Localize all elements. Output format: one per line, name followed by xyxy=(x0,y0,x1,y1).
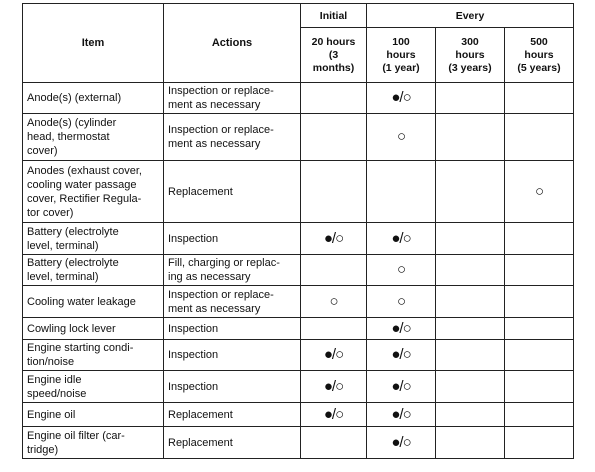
item-cell: Engine idle speed/noise xyxy=(23,371,164,403)
table-row xyxy=(23,161,574,223)
action-cell: Inspection xyxy=(164,340,301,371)
table-row xyxy=(23,223,574,255)
mark-cell: ●/○ xyxy=(367,403,436,427)
item-cell: Cooling water leakage xyxy=(23,286,164,318)
mark-cell xyxy=(436,255,505,286)
mark-cell: ●/○ xyxy=(367,371,436,403)
item-cell: Cowling lock lever xyxy=(23,318,164,340)
mark-cell xyxy=(436,83,505,114)
mark-cell xyxy=(505,286,574,318)
mark-cell xyxy=(505,83,574,114)
item-cell: Anode(s) (cylinder head, thermostat cover) xyxy=(23,114,164,161)
mark-cell xyxy=(505,114,574,161)
mark-cell xyxy=(367,161,436,223)
table-row xyxy=(23,403,574,427)
mark-cell: ●/○ xyxy=(367,223,436,255)
action-cell: Inspection or replace- ment as necessary xyxy=(164,83,301,114)
mark-cell: ●/○ xyxy=(301,371,367,403)
mark-cell xyxy=(301,427,367,459)
header-period-300h: 300 hours (3 years) xyxy=(436,28,505,83)
mark-cell: ●/○ xyxy=(301,340,367,371)
mark-cell: ○ xyxy=(367,255,436,286)
mark-cell xyxy=(505,371,574,403)
header-initial: Initial xyxy=(301,4,367,28)
mark-cell xyxy=(436,161,505,223)
action-cell: Inspection or replace- ment as necessary xyxy=(164,114,301,161)
mark-cell xyxy=(505,255,574,286)
mark-cell xyxy=(436,403,505,427)
maintenance-table xyxy=(22,3,574,459)
action-cell: Replacement xyxy=(164,403,301,427)
mark-cell xyxy=(436,286,505,318)
mark-cell xyxy=(301,114,367,161)
mark-cell: ○ xyxy=(301,286,367,318)
mark-cell xyxy=(301,318,367,340)
table-row xyxy=(23,340,574,371)
mark-cell xyxy=(301,255,367,286)
item-cell: Anodes (exhaust cover, cooling water passage cover, Rectifier Regula- tor cover) xyxy=(23,161,164,223)
mark-cell: ●/○ xyxy=(367,318,436,340)
table-row xyxy=(23,286,574,318)
mark-cell: ○ xyxy=(505,161,574,223)
item-cell: Engine starting condi- tion/noise xyxy=(23,340,164,371)
mark-cell xyxy=(436,318,505,340)
action-cell: Inspection or replace- ment as necessary xyxy=(164,286,301,318)
mark-cell: ○ xyxy=(367,114,436,161)
mark-cell xyxy=(436,114,505,161)
table-row xyxy=(23,427,574,459)
header-every: Every xyxy=(367,4,574,28)
header-period-500h: 500 hours (5 years) xyxy=(505,28,574,83)
action-cell: Inspection xyxy=(164,371,301,403)
item-cell: Battery (electrolyte level, terminal) xyxy=(23,223,164,255)
action-cell: Replacement xyxy=(164,161,301,223)
mark-cell: ●/○ xyxy=(301,403,367,427)
table-row xyxy=(23,114,574,161)
item-cell: Anode(s) (external) xyxy=(23,83,164,114)
item-cell: Battery (electrolyte level, terminal) xyxy=(23,255,164,286)
mark-cell xyxy=(505,223,574,255)
header-actions: Actions xyxy=(164,4,301,83)
header-period-20h: 20 hours (3 months) xyxy=(301,28,367,83)
mark-cell xyxy=(505,340,574,371)
action-cell: Fill, charging or replac- ing as necessary xyxy=(164,255,301,286)
action-cell: Inspection xyxy=(164,223,301,255)
action-cell: Replacement xyxy=(164,427,301,459)
item-cell: Engine oil xyxy=(23,403,164,427)
mark-cell: ○ xyxy=(367,286,436,318)
mark-cell xyxy=(436,427,505,459)
mark-cell xyxy=(301,161,367,223)
action-cell: Inspection xyxy=(164,318,301,340)
mark-cell xyxy=(505,318,574,340)
header-item: Item xyxy=(23,4,164,83)
mark-cell xyxy=(505,403,574,427)
table-row xyxy=(23,255,574,286)
mark-cell: ●/○ xyxy=(367,340,436,371)
mark-cell xyxy=(301,83,367,114)
table-row xyxy=(23,371,574,403)
mark-cell: ●/○ xyxy=(301,223,367,255)
item-cell: Engine oil filter (car- tridge) xyxy=(23,427,164,459)
mark-cell xyxy=(505,427,574,459)
table-row xyxy=(23,318,574,340)
header-period-100h: 100 hours (1 year) xyxy=(367,28,436,83)
mark-cell xyxy=(436,223,505,255)
table-row xyxy=(23,83,574,114)
mark-cell: ●/○ xyxy=(367,83,436,114)
mark-cell: ●/○ xyxy=(367,427,436,459)
mark-cell xyxy=(436,340,505,371)
mark-cell xyxy=(436,371,505,403)
